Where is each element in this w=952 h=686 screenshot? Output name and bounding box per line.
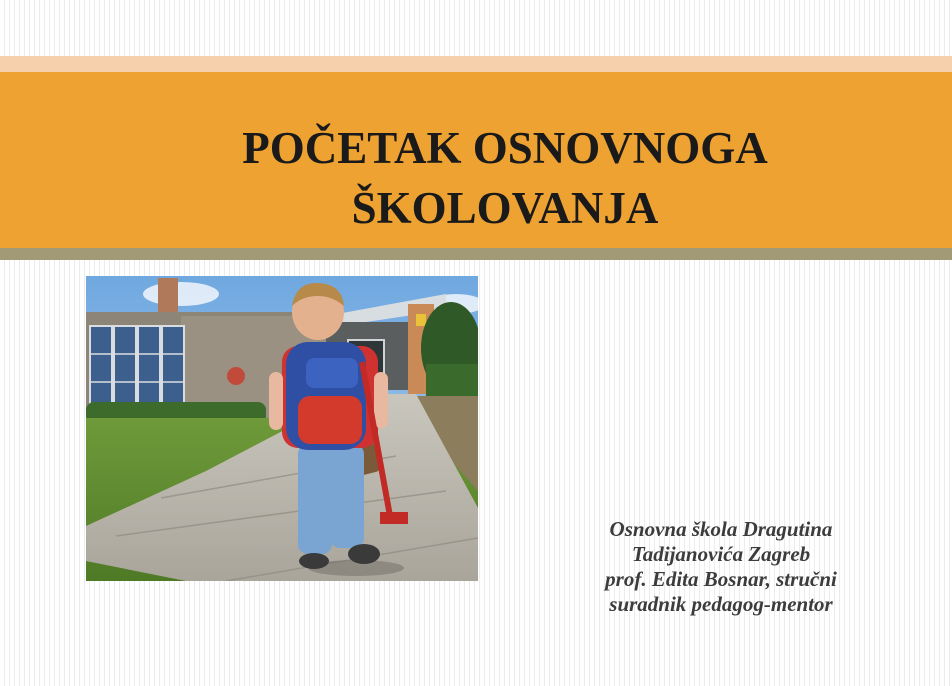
credit-line-4: suradnik pedagog-mentor <box>609 592 833 616</box>
title-line-2: ŠKOLOVANJA <box>351 183 659 233</box>
credit-line-2: Tadijanovića Zagreb <box>631 542 811 566</box>
slide-title <box>120 118 890 238</box>
bottom-accent-stripe <box>0 248 952 260</box>
credit-line-1: Osnovna škola Dragutina <box>609 517 833 541</box>
boy-walking-to-school-photo <box>86 276 478 581</box>
title-line-1: POČETAK OSNOVNOGA <box>242 123 768 173</box>
title-band <box>0 72 952 248</box>
author-credits <box>526 517 916 617</box>
top-accent-stripe <box>0 56 952 72</box>
credit-line-3: prof. Edita Bosnar, stručni <box>605 567 837 591</box>
